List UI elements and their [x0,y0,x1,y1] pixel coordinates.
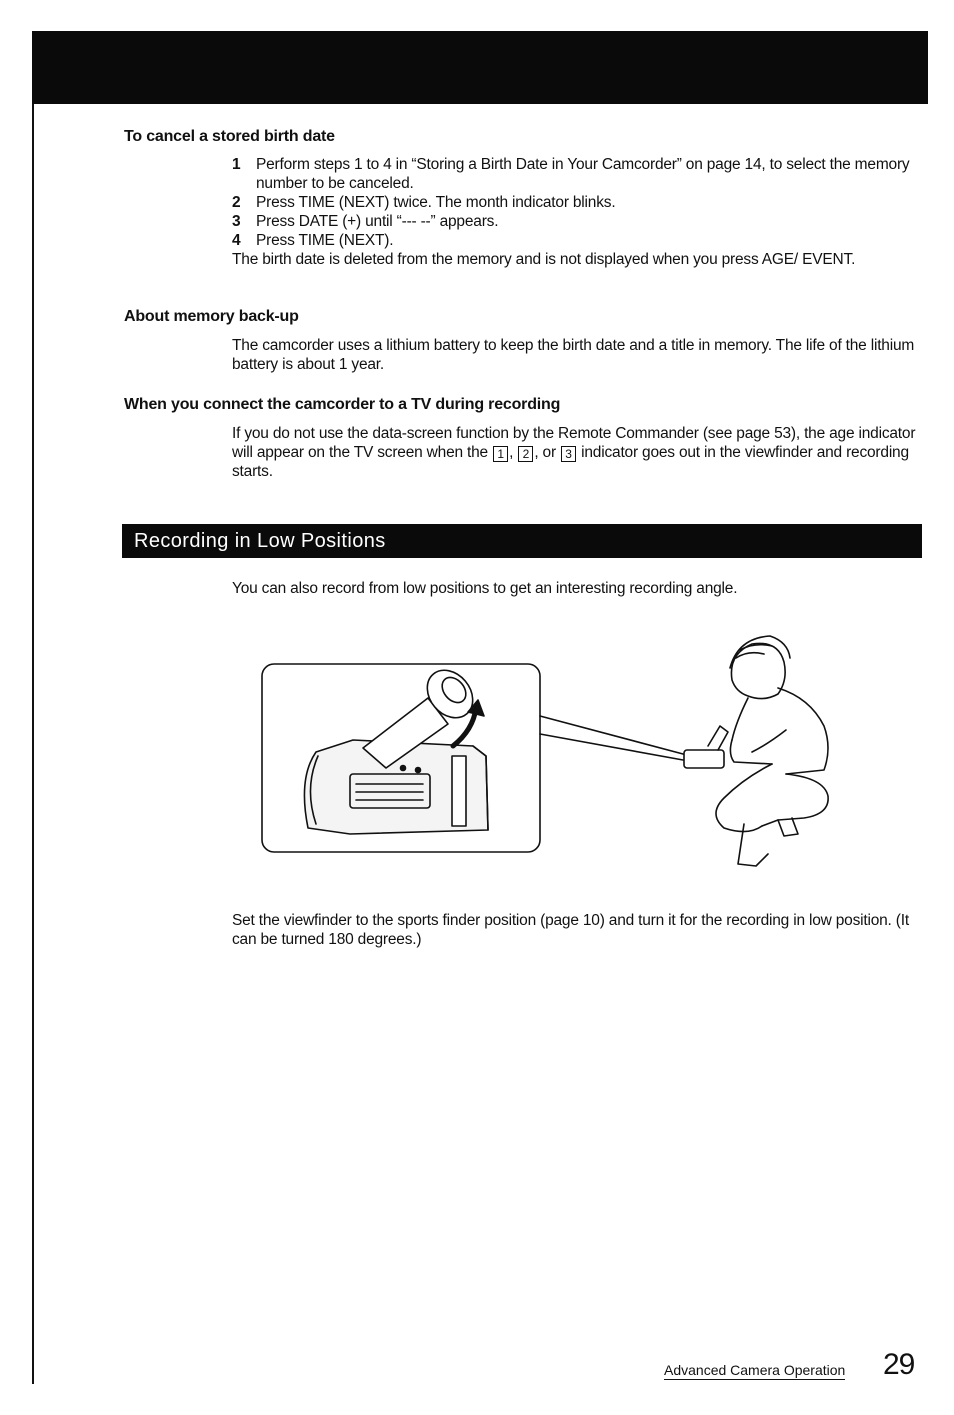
heading-cancel-birth-date: To cancel a stored birth date [124,128,335,145]
step-text: Press TIME (NEXT) twice. The month indicator blinks. [256,194,616,211]
low-position-illustration [258,628,858,876]
boxed-number-3: 3 [561,446,576,462]
heading-connect-tv: When you connect the camcorder to a TV during recording [124,396,561,413]
camcorder-closeup [304,661,488,834]
memory-backup-text: The camcorder uses a lithium battery to keep the birth date and a title in memory. The life of the lithium battery is about 1 year. [232,337,915,373]
connect-tv-text-end: indicator goes out in the viewfinder and recording starts. [232,444,909,480]
left-margin-rule [32,104,34,1384]
footer-section-label: Advanced Camera Operation [664,1362,846,1378]
intro-text: You can also record from low positions to get an interesting recording angle. [232,580,738,597]
step-text: Press TIME (NEXT). [256,232,394,249]
step-number: 3 [232,213,241,230]
step-item [232,212,922,231]
connect-tv-text-start: If you do not use the data-screen function by the Remote Commander (see page 53), the age indicator will appear on the TV screen when the [232,425,916,461]
heading-memory-backup: About memory back-up [124,308,299,325]
step-number: 1 [232,156,241,173]
boxed-number-1: 1 [493,446,508,462]
separator: , or [534,444,556,461]
cancel-note: The birth date is deleted from the memory and is not displayed when you press AGE/ EVENT. [232,251,856,268]
step-number: 2 [232,194,241,211]
step-text: Press DATE (+) until “--- --” appears. [256,213,499,230]
separator: , [509,444,514,461]
instruction-text: Set the viewfinder to the sports finder position (page 10) and turn it for the recording in low position. (It can be turned 180 degrees.) [232,912,909,948]
step-item [232,231,922,250]
step-item [232,193,922,212]
step-item [232,155,922,193]
page-number: 29 [883,1348,915,1381]
connector-line [540,716,683,754]
boxed-number-2: 2 [518,446,533,462]
connect-tv-text [232,424,922,481]
section-banner-title: Recording in Low Positions [134,530,386,552]
step-number: 4 [232,232,241,249]
connector-line [540,734,683,760]
cancel-steps-list [232,155,922,269]
crouching-person-figure [684,636,828,866]
step-text: Perform steps 1 to 4 in “Storing a Birth Date in Your Camcorder” on page 14, to select the memory number to be canceled. [256,156,910,192]
header-black-bar [32,31,928,104]
